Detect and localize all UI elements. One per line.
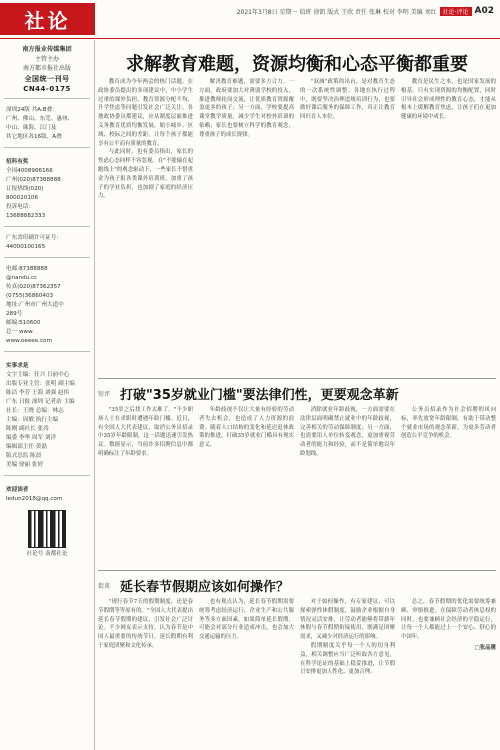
paragraph: 对于如何操作，有专家建议，可以探索弹性休假制度，鼓励企业根据自身情况灵活安排，让劳动者能够将带薪年休假与春节假期衔接使用，既满足团聚需求，又减少对经济运行的影响。 — [300, 599, 395, 641]
header-rule — [0, 38, 500, 39]
contact-line: 地址:广州市广州大道中 — [6, 302, 64, 308]
edition-line: 其它地区各16版、A叠 — [6, 134, 62, 140]
article2-body — [98, 406, 496, 566]
license-heading: 广东省印刷许可证号： — [6, 235, 62, 241]
staff-line: 社长：王晓 总编：林志 — [6, 408, 64, 414]
section-title: 社论 — [0, 3, 95, 35]
folio-text: 2021年3月8日 星期一 值班 徐凯 版式 王欣 责任 张琳 校对 李明 美编 刘红 — [236, 8, 437, 16]
section-tag: 社论·评论 — [440, 7, 472, 16]
sidebar-divider — [4, 98, 90, 99]
article2-kicker: 短评 — [98, 390, 111, 398]
staff-line: 编辑部主任 黄磊 — [6, 444, 47, 450]
reader-contact — [0, 479, 94, 504]
sidebar-divider — [4, 475, 90, 476]
staff-line: 美编 徐丽 张婷 — [6, 462, 44, 468]
main-content — [98, 40, 496, 750]
sidebar — [0, 40, 95, 750]
sidebar-divider — [4, 257, 90, 258]
article3-kicker: 街谈 — [98, 582, 111, 590]
sidebar-divider — [4, 226, 90, 227]
page-header — [0, 0, 500, 40]
paragraph: "双减"政策的出台，是对教育生态的一次系统性调整。各地在执行过程中，既要坚决治理违规培训行为，也要做好课后服务的保障工作，真正让教育回归育人本位。 — [300, 79, 395, 121]
ad-info — [0, 151, 94, 221]
folio-line — [237, 6, 494, 16]
article-divider — [98, 378, 496, 379]
staff-line: 陈洁 李芳 王海 刘强 赵伟 — [6, 390, 70, 396]
article1-body — [98, 78, 496, 374]
edition-line: 中山、珠海、江门及 — [6, 125, 57, 131]
staff-line: 主编：周敏 执行主编 — [6, 417, 59, 423]
contact-line: 电邮:87388888 — [6, 266, 48, 272]
article1-col — [401, 78, 496, 374]
article2-col — [98, 406, 193, 566]
ad-heading: 招科有奖 — [6, 159, 29, 165]
contact-line: 传真(020)87362357 — [6, 284, 61, 290]
article1-col — [98, 78, 193, 374]
reader-email[interactable]: ledun2018@qq.com — [6, 496, 63, 502]
article2-col — [199, 406, 294, 566]
paragraph: 假期制度关乎每一个人的切身利益，相关调整应当广泛听取各方意见，在科学论证的基础上稳妥推进，让节假日安排更加人性化、更加合理。 — [300, 642, 395, 676]
edition-info — [0, 102, 94, 142]
ad-line: 订报热线(020) — [6, 186, 44, 192]
article-divider — [98, 570, 496, 571]
qr-code-icon[interactable] — [28, 510, 66, 548]
masthead-name: 南方报业传媒集团 — [22, 46, 72, 53]
article3-title: 延长春节假期应该如何操作？ — [120, 579, 290, 595]
license-value: 44000100165 — [6, 244, 46, 250]
staff-heading: 实事求是 — [6, 363, 29, 369]
masthead-sub1: 主管主办 — [34, 56, 59, 63]
cn-label: 全国统一刊号 — [24, 75, 70, 83]
article1-col — [300, 78, 395, 374]
staff-line: 文字主编：任兴 日前中心 — [6, 372, 70, 378]
contact-line: 总一 www. — [6, 329, 34, 335]
ad-line: 800020106 — [6, 195, 39, 201]
contact-line: (0755)36860403 — [6, 293, 54, 299]
article2-col — [401, 406, 496, 566]
license-info — [0, 230, 94, 252]
staff-line: 编委 李华 周军 刘洋 — [6, 435, 57, 441]
page-number: A02 — [474, 6, 494, 16]
article1-col — [199, 78, 294, 374]
staff-line: 出版专业主管：张明 副主编 — [6, 381, 75, 387]
article2-col — [300, 406, 395, 566]
edition-line: 广州、佛山、东莞、惠州、 — [6, 116, 74, 122]
article3-col — [401, 598, 496, 748]
article1-title: 求解教育难题，资源均衡和心态平衡都重要 — [126, 54, 468, 75]
paragraph: 也有观点认为，延长春节假期需要统筹考虑经济运行、企业生产和公共服务等多方面因素。如果简单延长假期，可能会对部分行业造成冲击，也会加大交通运输的压力。 — [199, 599, 294, 641]
article3-col — [98, 598, 193, 748]
contact-info — [0, 261, 94, 346]
qr-caption: 社论号 南都社论 — [26, 551, 68, 557]
ad-line: 13688882333 — [6, 213, 46, 219]
article3-body — [98, 598, 496, 748]
ad-line: 投诉电话： — [6, 204, 34, 210]
sidebar-divider — [4, 147, 90, 148]
ad-line: 全国4008966166 — [6, 168, 53, 174]
staff-line: 陈刚 副社长 张涛 — [6, 426, 49, 432]
staff-info — [0, 355, 94, 470]
contact-line: @nandu.cc — [6, 275, 38, 281]
article3-col — [300, 598, 395, 748]
contact-line: www.oeeee.com — [6, 338, 52, 344]
article3-col — [199, 598, 294, 748]
paragraph: 消除就业年龄歧视，一方面需要在法律层面明确禁止就业中的年龄歧视，完善相关的劳动保障制度；另一方面，也需要用人单位转变观念，更加重视劳动者的能力和经验，而不是简单地以年龄划线。 — [300, 407, 395, 457]
ad-line: 广州(020)87388888 — [6, 177, 61, 183]
paragraph: 教育是民生之本，也是国家发展的根基。只有实现资源的均衡配置，同时引导社会形成理性的教育心态，才能从根本上缓解教育焦虑，让孩子们在更加健康的环境中成长。 — [401, 79, 496, 121]
article3-byline: □张品舅 — [474, 644, 496, 651]
sidebar-divider — [4, 351, 90, 352]
paragraph: "35岁之后找工作太难了。"不少职场人士在求职时遭遇年龄门槛。近日，有全国人大代表建议，取消公务员招录中35岁年龄限制，这一话题迅速引发热议。数据显示，当前许多招聘信息中都明确标注了年龄要求。 — [98, 407, 193, 457]
paragraph: "现行春节7天的假期制度，还是春节假期等等原有的。"全国人大代表提出延长春节假期的建议，引发社会广泛讨论。不少网友表示支持，认为春节是中国人最重要的传统节日，延长假期有利于家庭团聚和文化传承。 — [98, 599, 193, 649]
paragraph: 与此同时，也有委员指出，家长的焦虑心态同样不容忽视。在"不能输在起跑线上"的观念驱动下，一些家长不惜重金为孩子报各类课外培训班，加重了孩子的学业负担，也加剧了家庭的经济压力。 — [98, 149, 193, 200]
article2-title: 打破"35岁就业门槛"要法律们性，更要观念革新 — [120, 387, 399, 403]
reader-heading: 欢迎读者 — [6, 487, 29, 493]
staff-line: 版式总监 陈晨 — [6, 453, 42, 459]
paragraph: 总之，春节假期的优化需要统筹兼顾、审慎推进。在保障劳动者休息权的同时，也要兼顾社会经济的平稳运行，让每一个人都能过上一个安心、舒心的中国年。 — [401, 599, 496, 641]
paragraph: 年龄歧视不仅让大量有经验的劳动者失去机会，也造成了人力资源的浪费。随着人口结构的变化和延迟退休政策的推进，打破35岁就业门槛具有现实意义。 — [199, 407, 294, 449]
cn-value: CN44-0175 — [23, 85, 71, 93]
contact-line: 邮编:510600 — [6, 320, 41, 326]
paragraph: 公务员招录作为社会招聘的风向标，率先放宽年龄限制，有助于带动整个就业市场的观念革新，为更多劳动者创造公平竞争的机会。 — [401, 407, 496, 440]
contact-line: 289号 — [6, 311, 23, 317]
article3-heading — [98, 575, 496, 595]
paragraph: 教育成为今年两会的热门话题。在政协委员提出的多项建议中，中小学生过重的课外负担、教育资源分配不均、升学焦虑等问题引发社会广泛关注。各地政协委员都建议，应从制度层面推进义务教育优质均衡发展，缩小城乡、区域、校际之间的差距，让每个孩子都能享有公平而有质量的教育。 — [98, 79, 193, 147]
masthead — [0, 40, 94, 93]
staff-line: 广东 日报 深圳 记者站 主编 — [6, 399, 75, 405]
edition-line: 深圳24版 共A.B叠： — [6, 107, 58, 113]
paragraph: 解决教育难题，需要多方合力。一方面，政府要加大对薄弱学校的投入，推进教师轮岗交流，让优质教育资源覆盖更多的孩子；另一方面，学校要提高课堂教学质量，减少学生对校外培训的依赖；家长也要树立科学的教育观念，尊重孩子的成长规律。 — [199, 79, 294, 138]
article2-heading — [98, 383, 496, 403]
masthead-sub2: 南方都市报社出版 — [22, 65, 71, 72]
